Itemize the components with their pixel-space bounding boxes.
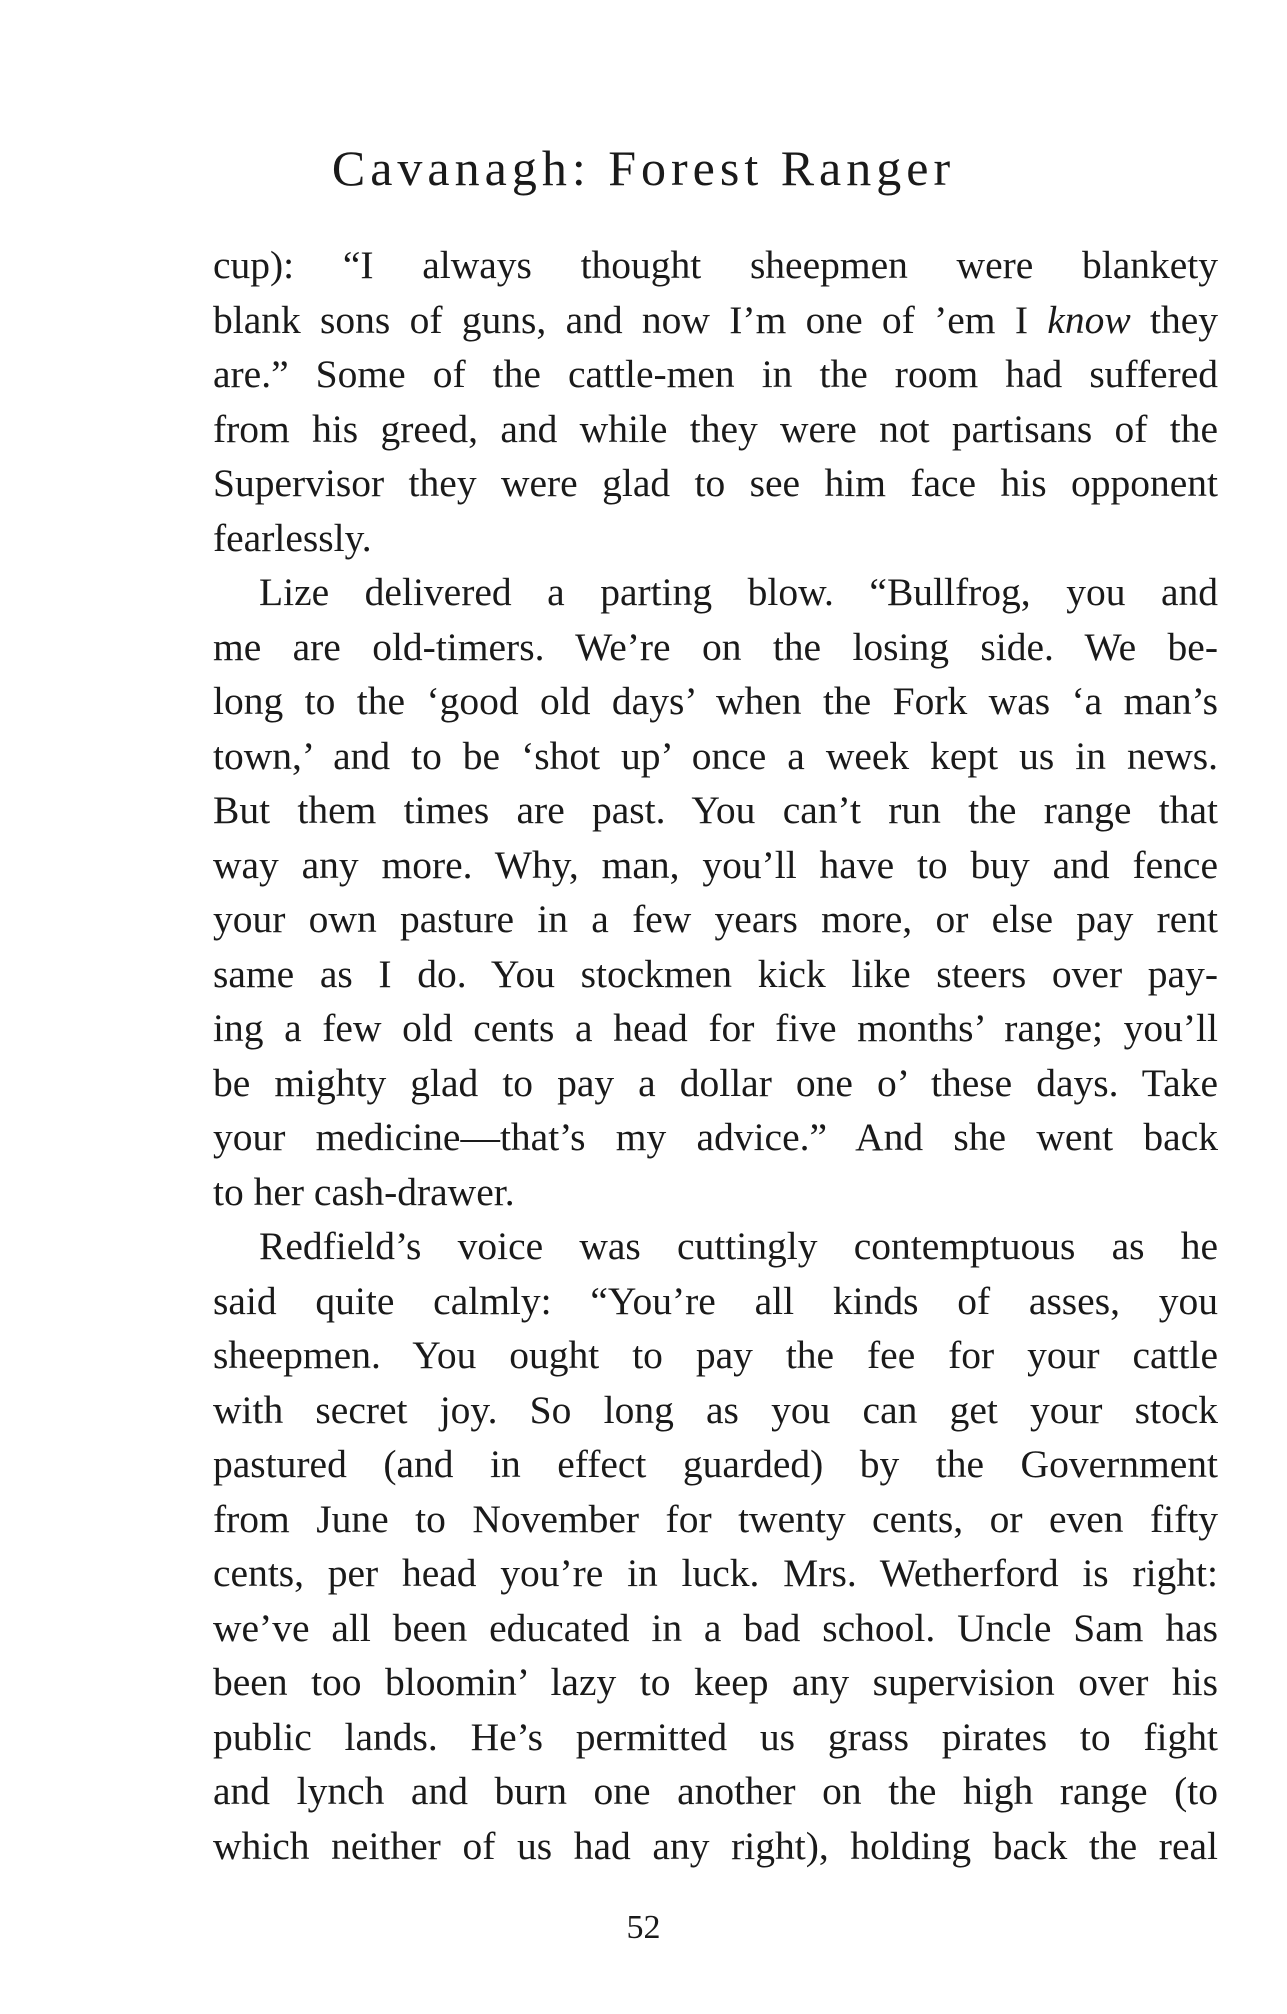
body-text (213, 238, 1218, 1873)
text-line: said quite calmly: “You’re all kinds of asses, you (213, 1278, 1218, 1323)
page-number: 52 (626, 1909, 661, 1946)
text-line: me are old-timers. We’re on the losing side. We be- (213, 624, 1218, 669)
text-line: sheepmen. You ought to pay the fee for your cattle (213, 1333, 1218, 1377)
text-line: cents, per head you’re in luck. Mrs. Wetherford is right: (213, 1551, 1218, 1595)
text-line: which neither of us had any right), holding back the real (213, 1823, 1218, 1868)
text-line: fearlessly. (213, 515, 372, 560)
text-line: same as I do. You stockmen kick like steers over pay- (213, 951, 1218, 996)
text-line: are.” Some of the cattle-men in the room had suffered (213, 352, 1218, 396)
text-line: been too bloomin’ lazy to keep any supervision over his (213, 1660, 1218, 1704)
text-line: Lize delivered a parting blow. “Bullfrog, you and (259, 570, 1218, 614)
text-line: pastured (and in effect guarded) by the Government (213, 1442, 1218, 1486)
text-line: cup): “I always thought sheepmen were blankety (213, 243, 1218, 287)
text-line: from June to November for twenty cents, or even fifty (213, 1496, 1218, 1541)
text-line: town,’ and to be ‘shot up’ once a week kept us in news. (213, 733, 1218, 778)
text-line: way any more. Why, man, you’ll have to buy and fence (213, 842, 1218, 887)
text-line: blank sons of guns, and now I’m one of ’em I know they (213, 297, 1218, 342)
text-line: we’ve all been educated in a bad school. Uncle Sam has (213, 1605, 1218, 1650)
text-line: to her cash-drawer. (213, 1169, 515, 1214)
running-head-title: Cavanagh: Forest Ranger (331, 140, 956, 196)
text-line: Supervisor they were glad to see him face his opponent (213, 461, 1218, 505)
text-line: with secret joy. So long as you can get your stock (213, 1387, 1218, 1432)
text-line: your own pasture in a few years more, or else pay rent (213, 897, 1218, 941)
text-line: and lynch and burn one another on the high range (to (213, 1769, 1218, 1813)
text-line: be mighty glad to pay a dollar one o’ these days. Take (213, 1060, 1218, 1105)
text-line: long to the ‘good old days’ when the Fork was ‘a man’s (213, 679, 1218, 723)
text-line: from his greed, and while they were not partisans of the (213, 406, 1218, 451)
text-line: But them times are past. You can’t run the range that (213, 788, 1218, 832)
text-line: public lands. He’s permitted us grass pirates to fight (213, 1714, 1218, 1759)
text-line: ing a few old cents a head for five months’ range; you’ll (213, 1006, 1218, 1050)
text-line: Redfield’s voice was cuttingly contemptuous as he (259, 1224, 1218, 1268)
text-line: your medicine—that’s my advice.” And she went back (213, 1115, 1218, 1159)
